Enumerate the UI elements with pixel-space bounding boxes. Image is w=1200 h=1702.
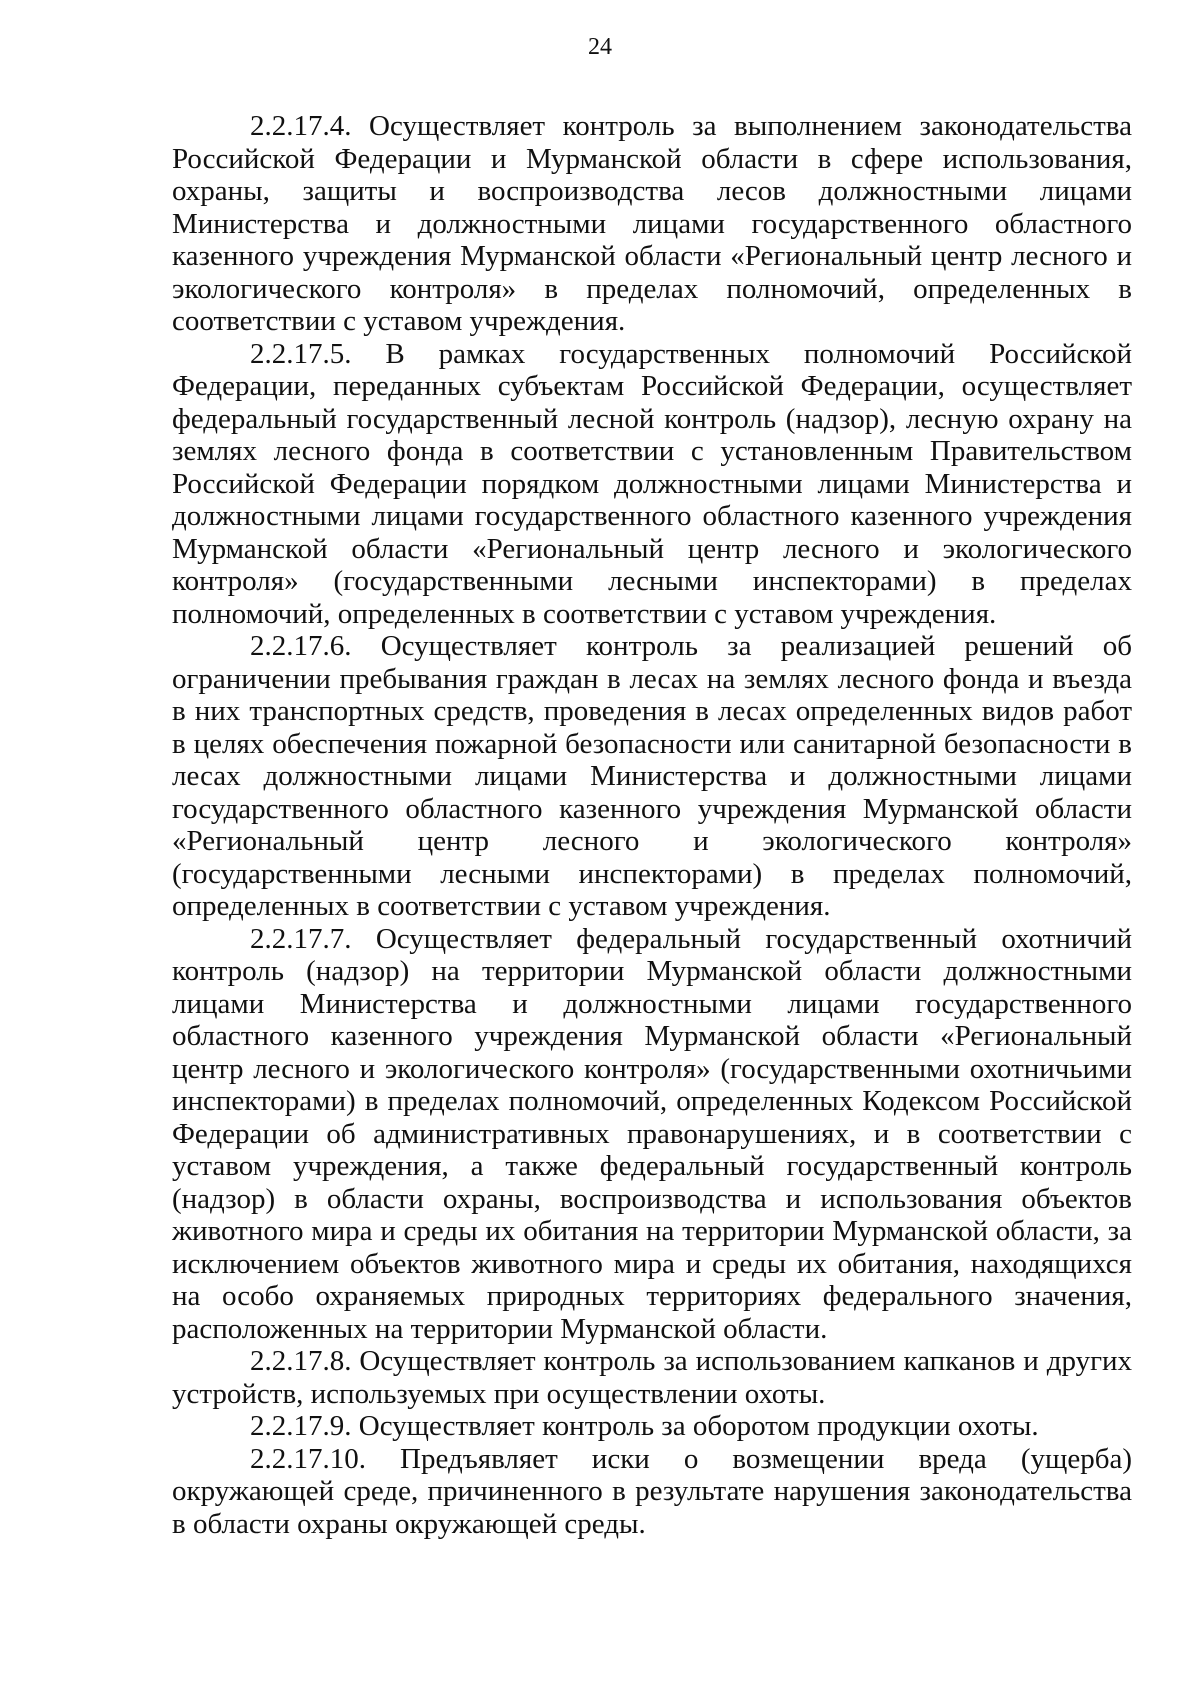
paragraph-2-2-17-10: 2.2.17.10. Предъявляет иски о возмещении вреда (ущерба) окружающей среде, причиненного в результате нарушения законодательства в области охраны окружающей среды. (172, 1442, 1132, 1540)
paragraph-2-2-17-6: 2.2.17.6. Осуществляет контроль за реализацией решений об ограничении пребывания граждан в лесах на землях лесного фонда и въезда в них транспортных средств, проведения в лесах определенных видов работ в целях обеспечения пожарной безопасности или санитарной безопасности в лесах должностными лицами Министерства и должностными лицами государственного областного казенного учреждения Мурманской области «Региональный центр лесного и экологического контроля» (государственными лесными инспекторами) в пределах полномочий, определенных в соответствии с уставом учреждения. (172, 630, 1132, 922)
paragraph-2-2-17-9: 2.2.17.9. Осуществляет контроль за оборотом продукции охоты. (250, 1410, 1039, 1442)
page-number: 24 (588, 34, 612, 60)
document-body (172, 110, 1132, 1540)
paragraph-2-2-17-7: 2.2.17.7. Осуществляет федеральный государственный охотничий контроль (надзор) на территории Мурманской области должностными лицами Министерства и должностными лицами государственного областного казенного учреждения Мурманской области «Региональный центр лесного и экологического контроля» (государственными охотничьими инспекторами) в пределах полномочий, определенных Кодексом Российской Федерации об административных правонарушениях, и в соответствии с уставом учреждения, а также федеральный государственный контроль (надзор) в области охраны, воспроизводства и использования объектов животного мира и среды их обитания на территории Мурманской области, за исключением объектов животного мира и среды их обитания, находящихся на особо охраняемых природных территориях федерального значения, расположенных на территории Мурманской области. (172, 922, 1132, 1345)
paragraph-2-2-17-4: 2.2.17.4. Осуществляет контроль за выполнением законодательства Российской Федерации и Мурманской области в сфере использования, охраны, защиты и воспроизводства лесов должностными лицами Министерства и должностными лицами государственного областного казенного учреждения Мурманской области «Региональный центр лесного и экологического контроля» в пределах полномочий, определенных в соответствии с уставом учреждения. (172, 110, 1132, 337)
paragraph-2-2-17-5: 2.2.17.5. В рамках государственных полномочий Российской Федерации, переданных субъектам Российской Федерации, осуществляет федеральный государственный лесной контроль (надзор), лесную охрану на землях лесного фонда в соответствии с установленным Правительством Российской Федерации порядком должностными лицами Министерства и должностными лицами государственного областного казенного учреждения Мурманской области «Региональный центр лесного и экологического контроля» (государственными лесными инспекторами) в пределах полномочий, определенных в соответствии с уставом учреждения. (172, 337, 1132, 630)
paragraph-2-2-17-8: 2.2.17.8. Осуществляет контроль за использованием капканов и других устройств, используемых при осуществлении охоты. (172, 1345, 1132, 1410)
